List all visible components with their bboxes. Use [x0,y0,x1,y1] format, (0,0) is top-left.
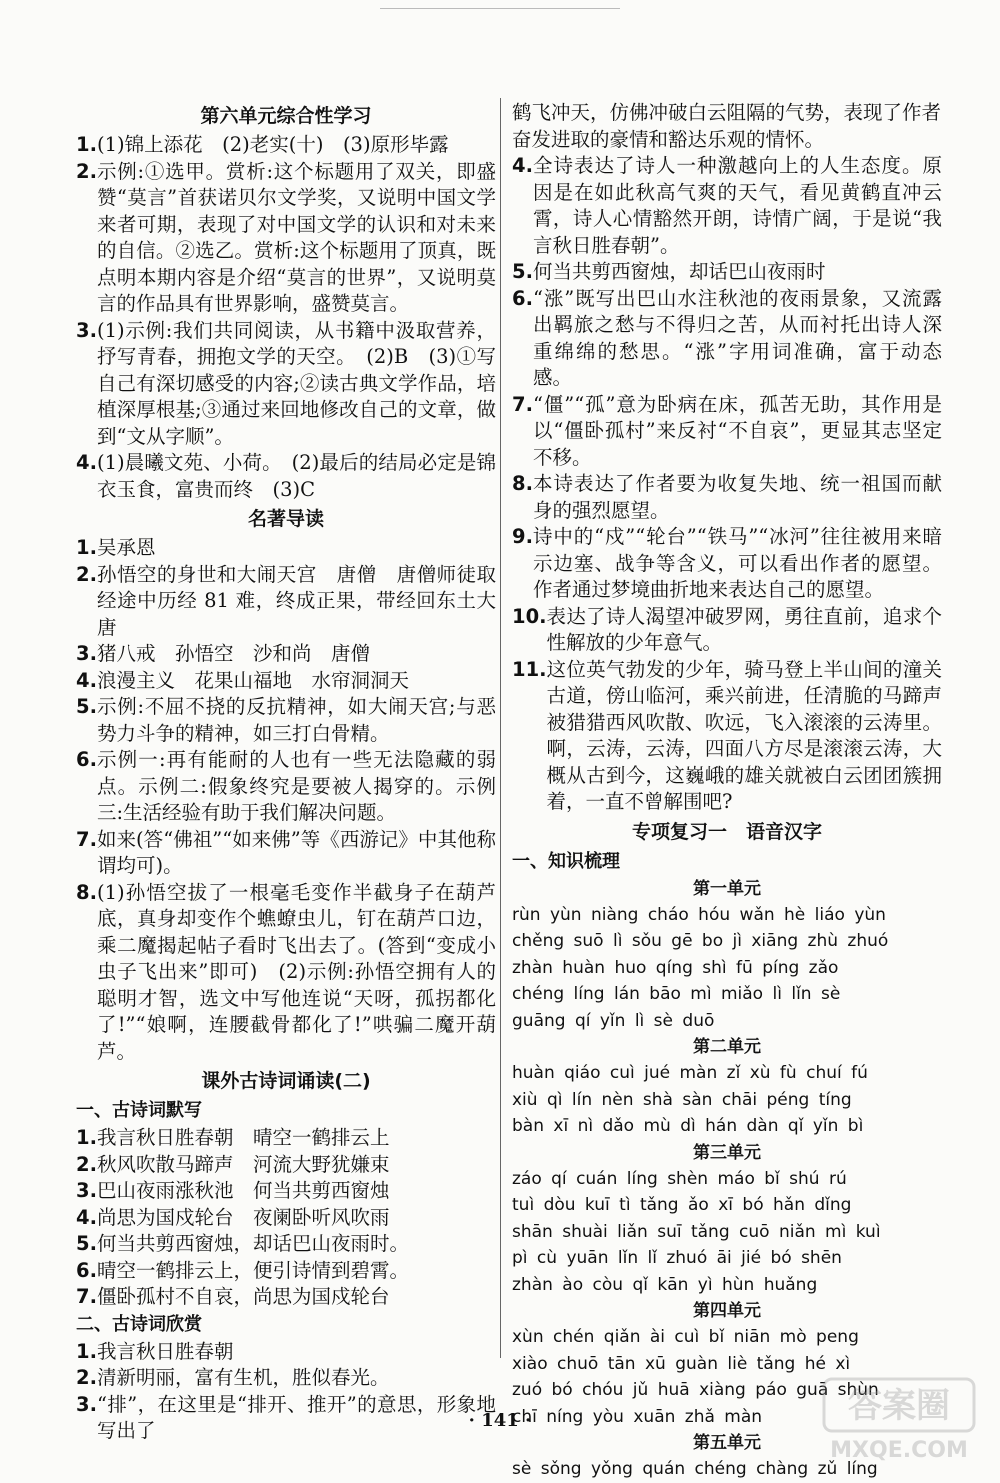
item-text: 巴山夜雨涨秋池 何当共剪西窗烛 [96,1179,390,1202]
unit-title: 第四单元 [693,1301,761,1321]
item-number: 7. [512,392,533,416]
item-text: 清新明丽，富有生机，胜似春光。 [96,1366,390,1389]
item-text: 僵卧孤村不自哀，尚思为国戍轮台 [96,1285,390,1308]
item-text: 诗中的“戍”“轮台”“铁马”“冰河”往往被用来暗示边塞、战争等含义，可以看出作者的愿望。作者通过梦境曲折地来表达自己的愿望。 [532,525,942,601]
item-text: 如来(答“佛祖”“如来佛”等《西游记》中其他称谓均可)。 [96,827,496,877]
answer-item [76,1284,496,1311]
pinyin-line: zuó bó chóu jǔ huā xiàng páo guā shùn [512,1380,879,1400]
answer-item [76,318,496,451]
item-number: 3. [76,642,97,665]
answer-item [76,1152,496,1179]
item-text: 这位英气勃发的少年，骑马登上半山间的潼关古道，傍山临河，乘兴前进，任清脆的马蹄声被猎猎西风吹散、吹远，飞入滚滚的云涛里。啊，云涛，云涛，四面八方尽是滚滚云涛，大概从古到今，这巍峨的雄关就被白云团团簇拥着，一直不曾解围吧? [546,657,942,813]
item-number: 11. [512,657,547,681]
pinyin-line: chī níng yòu xuān zhǎ màn [512,1406,763,1427]
item-text: (1)示例:我们共同阅读，从书籍中汲取营养，抒写青春，拥抱文学的天空。 (2)B (3)①写自己有深切感受的内容;②读古典文学作品，培植深厚根基;③通过来回地修改自己的文章，做到“文从字顺”。 [96,318,496,448]
pinyin-line: xiù qì lín nèn shà sàn chāi péng tíng [512,1089,852,1110]
answer-item [76,668,496,695]
item-number: 7. [76,827,97,851]
answer-item [76,1125,496,1152]
item-number: 2. [76,1366,97,1389]
answer-item [76,1339,496,1366]
item-text: “涨”既写出巴山水注秋池的夜雨景象，又流露出羁旅之愁与不得归之苦，从而衬托出诗人深重绵绵的愁思。“涨”字用词准确，富于动态感。 [532,286,942,389]
pinyin-line: guāng qí yǐn lì sè duō [512,1010,715,1031]
answer-item [76,1205,496,1232]
pinyin-line: sè sǒng yǒng quán chéng chàng zǔ líng [512,1459,878,1479]
item-number: 5. [76,1232,97,1255]
item-number: 6. [76,748,97,771]
pinyin-line: tuì dòu kuī tì tǎng ǎo xī bó hǎn dǐng [512,1195,852,1215]
item-number: 4. [76,668,97,692]
item-text: 猪八戒 孙悟空 沙和尚 唐僧 [96,642,370,665]
unit-title: 第五单元 [693,1433,761,1453]
svg-text:MXQE.COM: MXQE.COM [830,1438,968,1463]
section-title: 第六单元综合性学习 [200,105,372,127]
item-number: 10. [512,604,547,628]
item-text: (1)晨曦文苑、小荷。 (2)最后的结局必定是锦衣玉食，富贵而终 (3)C [96,451,496,501]
item-number: 5. [76,695,97,718]
answer-item [76,827,496,880]
pinyin-line: xùn chén qiǎn ài cuì bǐ niān mò peng [512,1327,859,1347]
item-number: 2. [76,562,97,586]
svg-text:答案圈: 答案圈 [848,1386,950,1426]
answer-item [76,641,496,668]
answer-item [512,604,942,657]
subsection-title: 二、古诗词欣赏 [76,1313,202,1335]
item-number: 1. [76,1339,97,1363]
answer-item [512,259,942,286]
item-number: 1. [76,1126,97,1149]
item-number: 3. [76,318,97,342]
pinyin-line: chěng suō lì sǒu gē bo jì xiāng zhù zhuó [512,931,889,951]
item-number: 1. [76,133,97,156]
item-text: 示例:①选甲。赏析:这个标题用了双关，即盛赞“莫言”首获诺贝尔文学奖，又说明中国文学来者可期，表现了对中国文学的认识和对未来的自信。②选乙。赏析:这个标题用了顶真，既点明本期内容是介绍“莫言的世界”，又说明莫言的作品具有世界影响，盛赞莫言。 [96,159,496,315]
item-text: 尚思为国戍轮台 夜阑卧听风吹雨 [96,1205,390,1229]
column-divider [500,98,501,1358]
top-rule [380,8,620,9]
item-number: 2. [76,1152,97,1176]
unit-title: 第二单元 [693,1037,761,1057]
item-text: 全诗表达了诗人一种激越向上的人生态度。原因是在如此秋高气爽的天气，看见黄鹤直冲云霄，诗人心情豁然开朗，诗情广阔，于是说“我言秋日胜春朝”。 [532,154,942,257]
item-text: 示例一:再有能耐的人也有一些无法隐藏的弱点。示例二:假象终究是要被人揭穿的。示例三:生活经验有助于我们解决问题。 [96,748,496,824]
item-number: 7. [76,1285,97,1308]
subsection-title: 一、知识梳理 [512,850,620,872]
pinyin-line: rùn yùn niàng cháo hóu wǎn hè liáo yùn [512,904,886,925]
item-number: 4. [76,1205,97,1229]
answer-item [76,694,496,747]
item-number: 4. [512,154,533,177]
item-number: 9. [512,525,533,548]
section-title: 专项复习一 语音汉字 [631,820,822,843]
item-text: 我言秋日胜春朝 晴空一鹤排云上 [96,1126,390,1149]
item-text: 表达了诗人渴望冲破罗网，勇往直前，追求个性解放的少年意气。 [546,604,942,654]
item-number: 1. [76,536,97,559]
item-number: 6. [512,286,533,310]
answer-item [76,535,496,562]
answer-item [76,747,496,827]
left-column [76,100,496,1445]
pinyin-line: bàn xī nì dǎo mù dì hán dàn qǐ yǐn bì [512,1116,864,1136]
item-text: 何当共剪西窗烛，却话巴山夜雨时。 [96,1232,409,1255]
item-number: 3. [76,1179,97,1202]
subsection-title: 一、古诗词默写 [76,1100,202,1121]
pinyin-line: zhàn huàn huo qíng shì fū píng zǎo [512,957,839,978]
answer-item [76,562,496,642]
section-title: 名著导读 [247,508,324,530]
answer-item [76,132,496,159]
answer-continuation: 鹤飞冲天，仿佛冲破白云阻隔的气势，表现了作者奋发进取的豪情和豁达乐观的情怀。 [512,101,942,151]
item-number: 8. [76,880,97,904]
pinyin-line: huàn qiáo cuì jué màn zǐ xù fù chuí fú [512,1063,868,1083]
item-text: (1)锦上添花 (2)老实(十) (3)原形毕露 [96,133,449,156]
pinyin-line: zhàn ào còu qǐ kān yì hùn huǎng [512,1274,818,1295]
pinyin-line: pì cù yuān lǐn lǐ zhuó āi jié bó shēn [512,1248,842,1268]
answer-item [512,471,942,524]
item-number: 8. [512,472,533,495]
item-text: 我言秋日胜春朝 [96,1339,234,1363]
answer-item [76,1178,496,1205]
answer-item [76,159,496,318]
item-text: 示例:不屈不挠的反抗精神，如大闹天宫;与恶势力斗争的精神，如三打白骨精。 [96,695,496,745]
answer-item [512,392,942,472]
item-text: 何当共剪西窗烛，却话巴山夜雨时 [532,260,826,283]
item-number: 4. [76,451,97,474]
unit-title: 第三单元 [693,1142,761,1163]
right-column [512,100,942,1483]
page-number: · 141 · [468,1410,532,1431]
item-text: 秋风吹散马蹄声 河流大野犹嫌束 [96,1152,390,1176]
pinyin-line: záo qí cuán líng shèn máo bǐ shú rú [512,1168,847,1189]
answer-item [76,1365,496,1392]
item-text: (1)孙悟空拔了一根毫毛变作半截身子在葫芦底，真身却变作个蟭蟟虫儿，钉在葫芦口边，乘二魔揭起帖子看时飞出去了。(答到“变成小虫子飞出来”即可) (2)示例:孙悟空拥有人的聪明才智，选文中写他连说“天呀，孤拐都化了!”“娘啊，连腰截骨都化了!”哄骗二魔开葫芦。 [96,880,496,1063]
answer-item [512,153,942,259]
answer-item [76,880,496,1066]
item-text: 浪漫主义 花果山福地 水帘洞洞天 [96,668,409,692]
answer-item [512,524,942,604]
item-number: 5. [512,260,533,283]
pinyin-line: xiào chuō tān xū guàn liè tǎng hé xì [512,1353,851,1374]
item-number: 2. [76,159,97,183]
pinyin-line: chéng líng lán bāo mì miǎo lì lǐn sè [512,984,841,1004]
answer-item [76,1258,496,1285]
item-number: 6. [76,1258,97,1282]
pinyin-line: shān shuài liǎn suī tǎng cuō niǎn mì kuì [512,1221,881,1242]
answer-item [76,1231,496,1258]
item-text: 孙悟空的身世和大闹天宫 唐僧 唐僧师徒取经途中历经 81 难，终成正果，带经回东土大唐 [96,562,496,639]
unit-title: 第一单元 [693,878,761,899]
item-number: 3. [76,1392,97,1416]
item-text: 本诗表达了作者要为收复失地、统一祖国而献身的强烈愿望。 [532,472,942,522]
section-title: 课外古诗词诵读(二) [201,1070,371,1092]
watermark-logo [820,1375,980,1465]
item-text: “排”，在这里是“排开、推开”的意思，形象地写出了 [96,1392,496,1442]
item-text: 晴空一鹤排云上，便引诗情到碧霄。 [96,1258,409,1282]
answer-item [76,450,496,503]
item-text: 吴承恩 [96,536,156,559]
item-text: “僵”“孤”意为卧病在床，孤苦无助，其作用是以“僵卧孤村”来反衬“不自哀”，更显其志坚定不移。 [532,392,942,469]
answer-item [512,657,942,816]
answer-item [512,286,942,392]
